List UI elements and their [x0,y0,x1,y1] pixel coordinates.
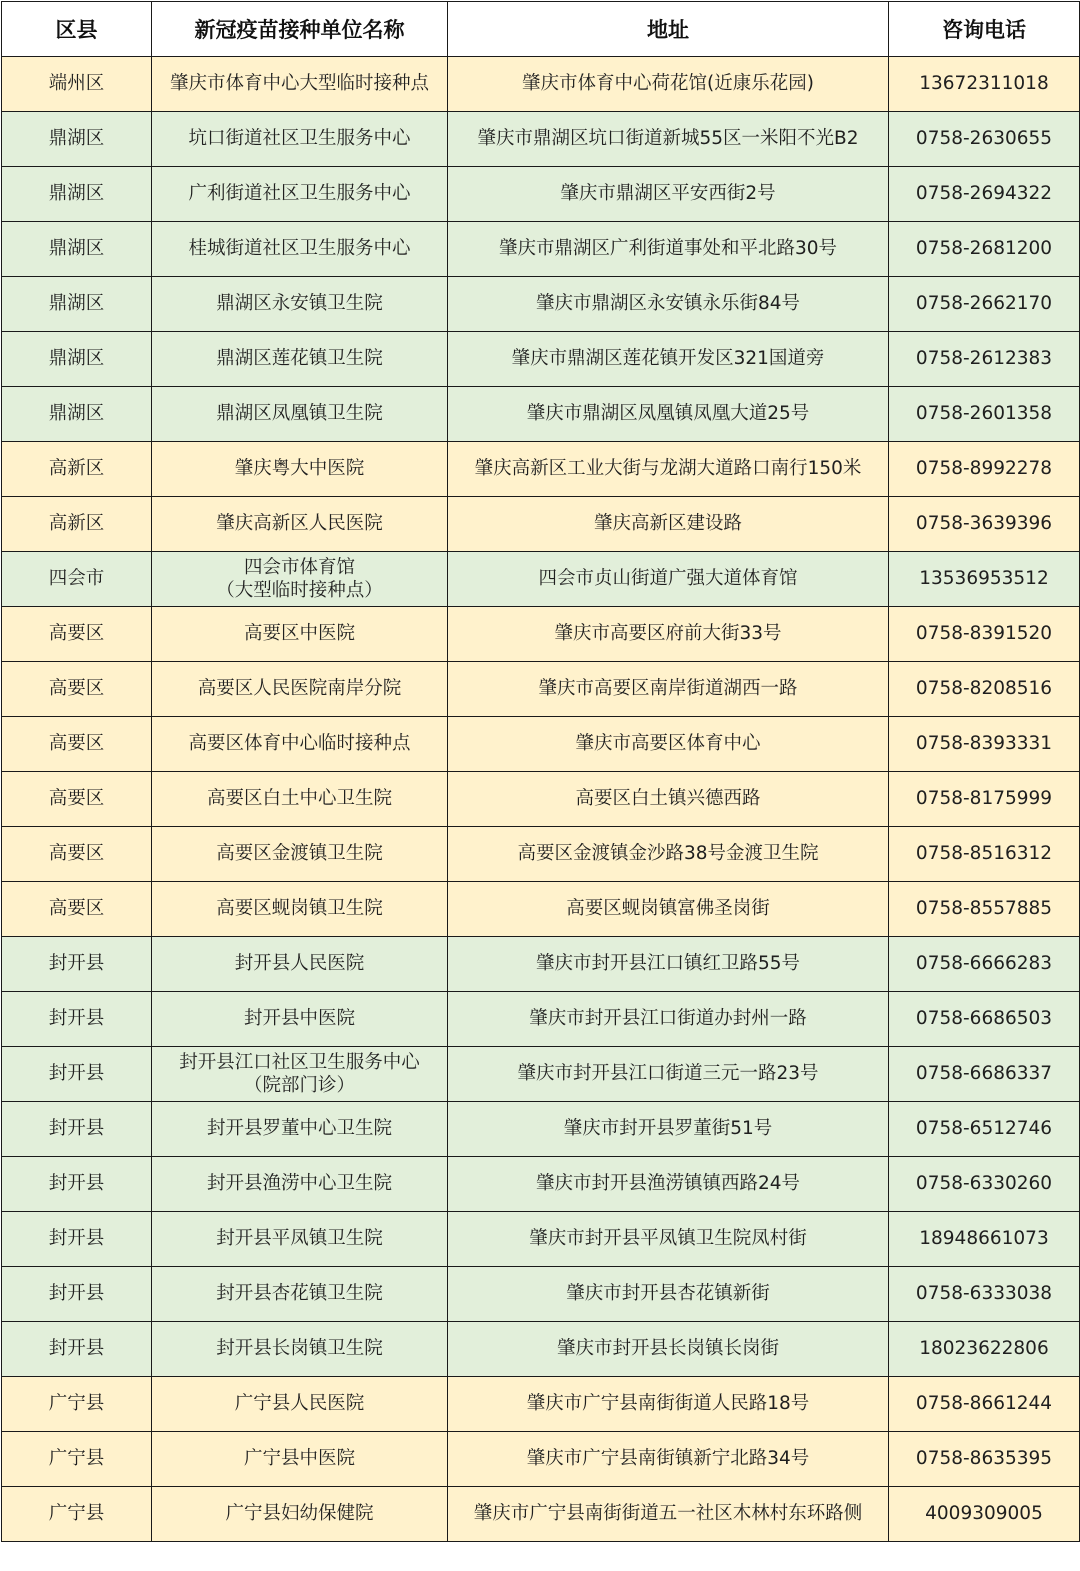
table-row [2,1432,1080,1487]
cell-district: 鼎湖区 [2,112,152,167]
cell-address: 肇庆市广宁县南街街道人民路18号 [448,1377,889,1432]
cell-address: 肇庆高新区建设路 [448,497,889,552]
cell-district: 端州区 [2,57,152,112]
unit-name-line: 封开县长岗镇卫生院 [216,1338,383,1359]
cell-district: 鼎湖区 [2,387,152,442]
cell-district: 高要区 [2,662,152,717]
cell-address: 肇庆市鼎湖区平安西街2号 [448,167,889,222]
cell-phone: 0758-2630655 [889,112,1080,167]
cell-address: 肇庆市封开县江口街道三元一路23号 [448,1047,889,1102]
cell-district: 封开县 [2,1267,152,1322]
cell-phone: 0758-6333038 [889,1267,1080,1322]
table-row [2,827,1080,882]
cell-phone: 0758-2662170 [889,277,1080,332]
cell-address: 肇庆市鼎湖区莲花镇开发区321国道旁 [448,332,889,387]
cell-phone: 0758-6330260 [889,1157,1080,1212]
cell-unit-name [152,827,448,882]
table-row [2,1487,1080,1542]
table-row [2,57,1080,112]
cell-unit-name [152,1212,448,1267]
cell-district: 广宁县 [2,1487,152,1542]
cell-district: 广宁县 [2,1377,152,1432]
cell-unit-name [152,607,448,662]
table-row [2,497,1080,552]
cell-district: 封开县 [2,992,152,1047]
unit-name-line: 高要区体育中心临时接种点 [188,733,411,754]
table-row [2,882,1080,937]
cell-unit-name [152,332,448,387]
unit-name-line: 桂城街道社区卫生服务中心 [188,238,411,259]
cell-phone: 0758-8516312 [889,827,1080,882]
header-row [2,2,1080,57]
table-row [2,332,1080,387]
cell-address: 肇庆市封开县渔涝镇镇西路24号 [448,1157,889,1212]
cell-district: 高要区 [2,717,152,772]
unit-name-line: 封开县人民医院 [234,953,365,974]
table-row [2,662,1080,717]
unit-name-line: 肇庆高新区人民医院 [216,513,383,534]
unit-name-line: 广宁县人民医院 [234,1393,365,1414]
cell-unit-name [152,662,448,717]
cell-district: 高要区 [2,882,152,937]
unit-name-line: 坑口街道社区卫生服务中心 [188,128,411,149]
cell-unit-name [152,497,448,552]
cell-phone: 0758-8175999 [889,772,1080,827]
cell-phone: 0758-2612383 [889,332,1080,387]
unit-name-line: 封开县罗董中心卫生院 [206,1118,392,1139]
cell-address: 肇庆市鼎湖区凤凰镇凤凰大道25号 [448,387,889,442]
cell-unit-name [152,937,448,992]
cell-address: 高要区白土镇兴德西路 [448,772,889,827]
cell-district: 高新区 [2,497,152,552]
cell-unit-name [152,112,448,167]
cell-phone: 18948661073 [889,1212,1080,1267]
cell-unit-name [152,1047,448,1102]
cell-address: 肇庆市封开县杏花镇新街 [448,1267,889,1322]
cell-address: 肇庆市鼎湖区永安镇永乐街84号 [448,277,889,332]
unit-name-line: 封开县平凤镇卫生院 [216,1228,383,1249]
cell-phone: 13536953512 [889,552,1080,607]
unit-name-line: 肇庆市体育中心大型临时接种点 [169,73,429,94]
unit-name-line: 鼎湖区永安镇卫生院 [216,293,383,314]
cell-address: 肇庆市高要区府前大街33号 [448,607,889,662]
unit-name-line: 肇庆粤大中医院 [234,458,365,479]
table-row [2,387,1080,442]
table-row [2,607,1080,662]
unit-name-line: 广宁县中医院 [243,1448,355,1469]
cell-district: 鼎湖区 [2,167,152,222]
cell-address: 四会市贞山街道广强大道体育馆 [448,552,889,607]
column-header-district: 区县 [2,2,152,57]
table-row [2,992,1080,1047]
cell-address: 肇庆市封开县江口镇红卫路55号 [448,937,889,992]
unit-name-line: 四会市体育馆 [243,557,355,578]
cell-unit-name [152,277,448,332]
column-header-phone: 咨询电话 [889,2,1080,57]
cell-address: 肇庆市广宁县南街镇新宁北路34号 [448,1432,889,1487]
cell-phone: 0758-8391520 [889,607,1080,662]
cell-district: 封开县 [2,937,152,992]
table-header [2,2,1080,57]
cell-unit-name [152,552,448,607]
table-row [2,112,1080,167]
cell-address: 肇庆高新区工业大街与龙湖大道路口南行150米 [448,442,889,497]
table-row [2,717,1080,772]
unit-name-line: 鼎湖区莲花镇卫生院 [216,348,383,369]
unit-name-line: 封开县渔涝中心卫生院 [206,1173,392,1194]
table-row [2,1047,1080,1102]
table-row [2,937,1080,992]
cell-address: 肇庆市鼎湖区坑口街道新城55区一米阳不光B2 [448,112,889,167]
cell-phone: 4009309005 [889,1487,1080,1542]
cell-district: 鼎湖区 [2,277,152,332]
table-row [2,772,1080,827]
cell-district: 封开县 [2,1157,152,1212]
cell-district: 高新区 [2,442,152,497]
cell-phone: 0758-6666283 [889,937,1080,992]
table-row [2,1102,1080,1157]
table-row [2,222,1080,277]
cell-phone: 0758-6686503 [889,992,1080,1047]
cell-phone: 0758-8661244 [889,1377,1080,1432]
cell-phone: 0758-8992278 [889,442,1080,497]
unit-name-line: 高要区中医院 [243,623,355,644]
cell-phone: 0758-2601358 [889,387,1080,442]
unit-name-line: 鼎湖区凤凰镇卫生院 [216,403,383,424]
table-row [2,1157,1080,1212]
unit-name-line: 高要区蚬岗镇卫生院 [216,898,383,919]
cell-unit-name [152,1157,448,1212]
cell-phone: 18023622806 [889,1322,1080,1377]
cell-district: 封开县 [2,1212,152,1267]
cell-unit-name [152,992,448,1047]
cell-phone: 0758-3639396 [889,497,1080,552]
unit-name-line: 广利街道社区卫生服务中心 [188,183,411,204]
table-row [2,1267,1080,1322]
cell-district: 鼎湖区 [2,222,152,277]
cell-unit-name [152,387,448,442]
table-row [2,442,1080,497]
table-row [2,1322,1080,1377]
cell-unit-name [152,1432,448,1487]
table-body [2,57,1080,1542]
cell-phone: 0758-2681200 [889,222,1080,277]
cell-unit-name [152,1102,448,1157]
cell-district: 封开县 [2,1322,152,1377]
cell-phone: 0758-6686337 [889,1047,1080,1102]
cell-address: 肇庆市封开县长岗镇长岗街 [448,1322,889,1377]
cell-unit-name [152,1377,448,1432]
cell-unit-name [152,222,448,277]
cell-address: 肇庆市鼎湖区广利街道事处和平北路30号 [448,222,889,277]
table-row [2,1212,1080,1267]
vaccination-sites-table [1,1,1080,1542]
cell-district: 鼎湖区 [2,332,152,387]
cell-unit-name [152,1322,448,1377]
cell-unit-name [152,717,448,772]
cell-phone: 0758-8635395 [889,1432,1080,1487]
table-row [2,1377,1080,1432]
cell-address: 高要区金渡镇金沙路38号金渡卫生院 [448,827,889,882]
cell-phone: 13672311018 [889,57,1080,112]
cell-address: 肇庆市封开县江口街道办封州一路 [448,992,889,1047]
cell-address: 肇庆市封开县罗董街51号 [448,1102,889,1157]
cell-address: 肇庆市体育中心荷花馆(近康乐花园) [448,57,889,112]
cell-district: 高要区 [2,772,152,827]
cell-district: 封开县 [2,1047,152,1102]
cell-phone: 0758-8393331 [889,717,1080,772]
cell-unit-name [152,1487,448,1542]
cell-address: 肇庆市封开县平凤镇卫生院凤村街 [448,1212,889,1267]
cell-phone: 0758-6512746 [889,1102,1080,1157]
cell-address: 肇庆市高要区体育中心 [448,717,889,772]
cell-unit-name [152,167,448,222]
unit-name-line: 高要区白土中心卫生院 [206,788,392,809]
column-header-address: 地址 [448,2,889,57]
unit-name-line: （大型临时接种点） [216,580,383,601]
table-row [2,552,1080,607]
table-row [2,167,1080,222]
unit-name-line: 广宁县妇幼保健院 [225,1503,374,1524]
cell-unit-name [152,882,448,937]
cell-district: 封开县 [2,1102,152,1157]
unit-name-line: 封开县中医院 [243,1008,355,1029]
column-header-unit: 新冠疫苗接种单位名称 [152,2,448,57]
cell-unit-name [152,57,448,112]
cell-address: 肇庆市广宁县南街街道五一社区木林村东环路侧 [448,1487,889,1542]
cell-phone: 0758-8557885 [889,882,1080,937]
cell-district: 高要区 [2,607,152,662]
unit-name-line: （院部门诊） [243,1075,355,1096]
unit-name-line: 封开县江口社区卫生服务中心 [179,1052,420,1073]
cell-unit-name [152,1267,448,1322]
cell-phone: 0758-2694322 [889,167,1080,222]
unit-name-line: 高要区人民医院南岸分院 [197,678,402,699]
unit-name-line: 封开县杏花镇卫生院 [216,1283,383,1304]
cell-address: 肇庆市高要区南岸街道湖西一路 [448,662,889,717]
cell-address: 高要区蚬岗镇富佛圣岗街 [448,882,889,937]
unit-name-line: 高要区金渡镇卫生院 [216,843,383,864]
cell-district: 高要区 [2,827,152,882]
cell-district: 四会市 [2,552,152,607]
cell-unit-name [152,442,448,497]
cell-district: 广宁县 [2,1432,152,1487]
cell-unit-name [152,772,448,827]
table-row [2,277,1080,332]
cell-phone: 0758-8208516 [889,662,1080,717]
